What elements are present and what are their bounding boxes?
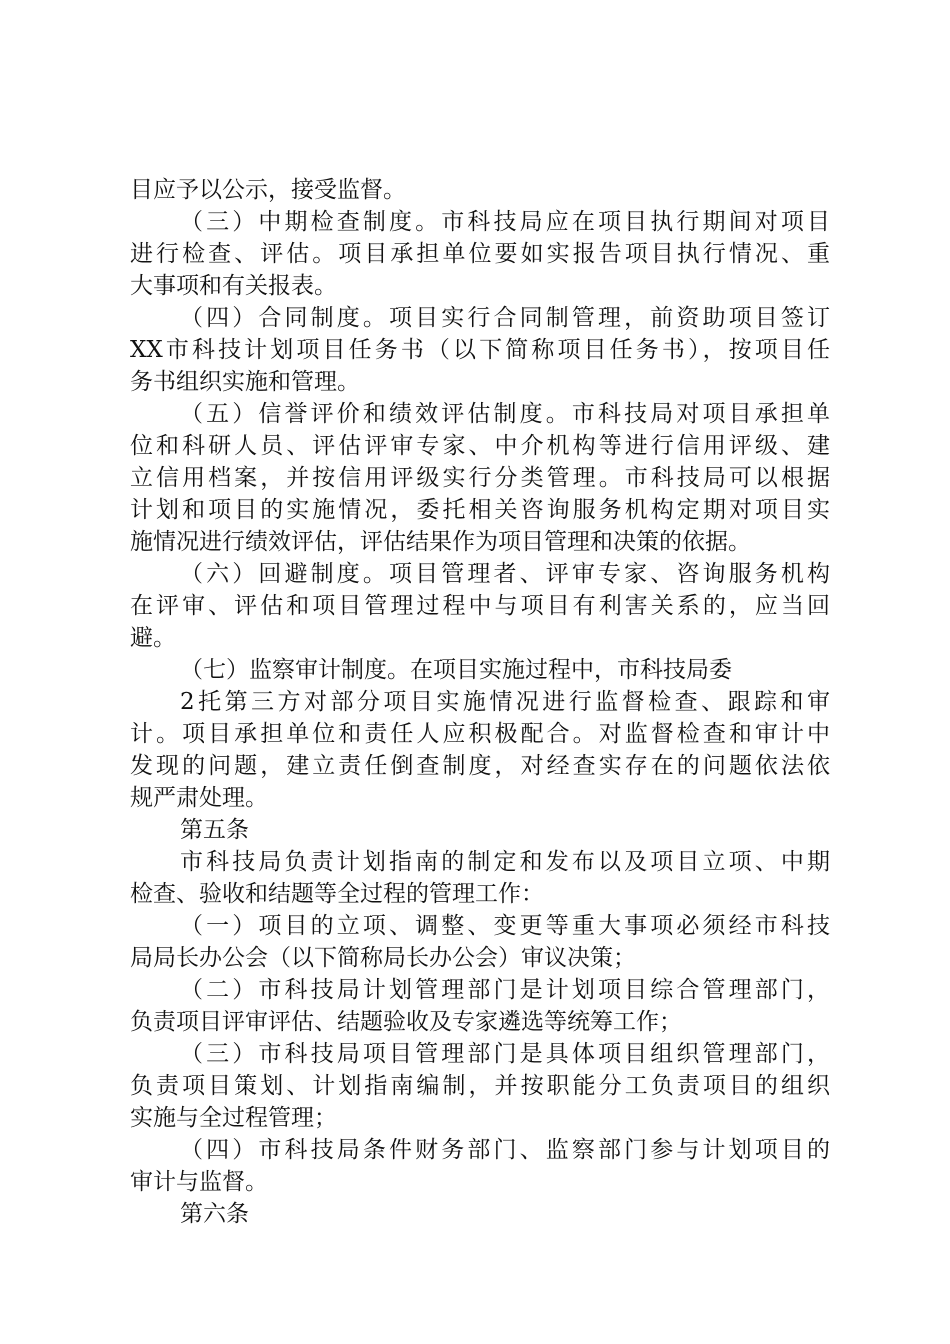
text-line: 负责项目策划、计划指南编制，并按职能分工负责项目的组织 [130, 1073, 830, 1099]
text-line: 2托第三方对部分项目实施情况进行监督检查、跟踪和审 [180, 689, 830, 715]
text-line: 务书组织实施和管理。 [130, 369, 360, 395]
text-line: 计。项目承担单位和责任人应积极配合。对监督检查和审计中 [130, 721, 830, 747]
text-line: （四）市科技局条件财务部门、监察部门参与计划项目的 [180, 1137, 830, 1163]
text-line: 立信用档案，并按信用评级实行分类管理。市科技局可以根据 [130, 465, 830, 491]
text-line: 施情况进行绩效评估，评估结果作为项目管理和决策的依据。 [130, 529, 751, 555]
text-line: 市科技局负责计划指南的制定和发布以及项目立项、中期 [180, 849, 830, 875]
text-line: （三）中期检查制度。市科技局应在项目执行期间对项目 [180, 209, 830, 235]
text-line: 避。 [130, 625, 176, 651]
text-line: 负责项目评审评估、结题验收及专家遴选等统筹工作； [130, 1009, 682, 1035]
text-line: 局局长办公会（以下简称局长办公会）审议决策； [130, 945, 636, 971]
article-heading: 第五条 [180, 817, 249, 843]
text-line: （七）监察审计制度。在项目实施过程中，市科技局委 [180, 657, 732, 683]
text-line: XX市科技计划项目任务书（以下简称项目任务书），按项目任 [130, 337, 830, 363]
text-line: （六）回避制度。项目管理者、评审专家、咨询服务机构 [180, 561, 830, 587]
text-line: 实施与全过程管理； [130, 1105, 337, 1131]
text-line: 发现的问题，建立责任倒查制度，对经查实存在的问题依法依 [130, 753, 830, 779]
text-line: 检查、验收和结题等全过程的管理工作： [130, 881, 544, 907]
text-line: 进行检查、评估。项目承担单位要如实报告项目执行情况、重 [130, 241, 830, 267]
text-line: （二）市科技局计划管理部门是计划项目综合管理部门， [180, 977, 830, 1003]
text-line: 大事项和有关报表。 [130, 273, 337, 299]
text-line: 位和科研人员、评估评审专家、中介机构等进行信用评级、建 [130, 433, 830, 459]
text-line: 目应予以公示，接受监督。 [130, 177, 406, 203]
text-line: 计划和项目的实施情况，委托相关咨询服务机构定期对项目实 [130, 497, 830, 523]
text-line: 在评审、评估和项目管理过程中与项目有利害关系的，应当回 [130, 593, 830, 619]
text-line: （一）项目的立项、调整、变更等重大事项必须经市科技 [180, 913, 830, 939]
text-line: （五）信誉评价和绩效评估制度。市科技局对项目承担单 [180, 401, 830, 427]
text-line: （三）市科技局项目管理部门是具体项目组织管理部门， [180, 1041, 830, 1067]
text-line: （四）合同制度。项目实行合同制管理，前资助项目签订 [180, 305, 830, 331]
text-line: 规严肃处理。 [130, 785, 268, 811]
text-line: 审计与监督。 [130, 1169, 268, 1195]
article-heading: 第六条 [180, 1201, 249, 1227]
